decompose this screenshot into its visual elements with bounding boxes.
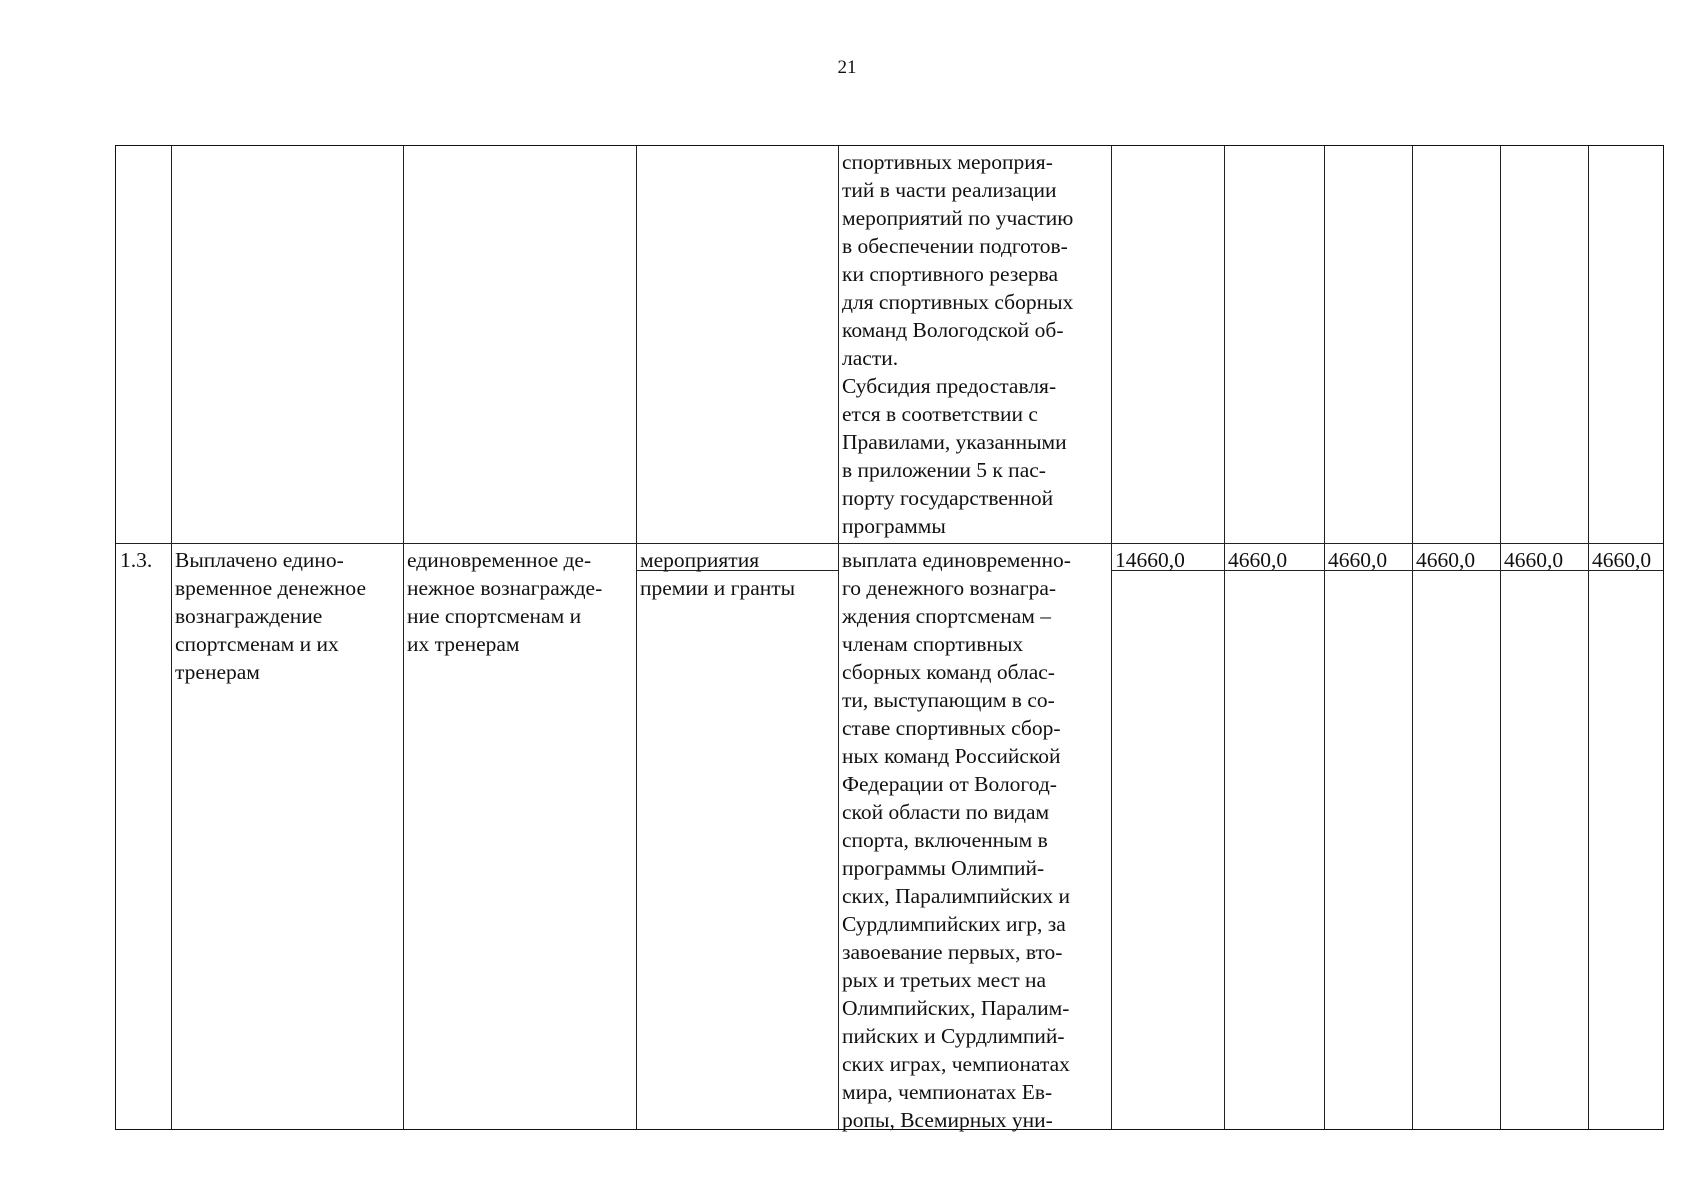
- row-measure-name: единовременное де- нежное вознагражде- ние спортсменам и их тренерам: [407, 548, 603, 656]
- page-number: 21: [837, 57, 857, 78]
- value-cell: 4660,0: [1504, 548, 1564, 572]
- column-divider: [1412, 146, 1413, 1129]
- continuation-description: спортивных мероприя- тий в части реализации мероприятий по участию в обеспечении подготов- ки спортивного резерва для спортивных сборных команд Вологодской об- ласти. Субсидия предоставля- ется в соответствии с Правилами, указанными в приложении 5 к пас- порту государственной программы: [842, 150, 1074, 538]
- value-cell: 4660,0: [1328, 548, 1388, 572]
- column-divider: [1324, 146, 1325, 1129]
- row-divider: [116, 543, 1663, 544]
- financing-table: [115, 145, 1664, 1130]
- column-divider: [1500, 146, 1501, 1129]
- column-divider: [1588, 146, 1589, 1129]
- column-divider: [636, 146, 637, 1129]
- value-cell: 4660,0: [1592, 548, 1652, 572]
- row-type-bottom: премии и гранты: [640, 576, 796, 600]
- column-divider: [1111, 146, 1112, 1129]
- value-cell: 4660,0: [1416, 548, 1476, 572]
- row-type-top: мероприятия: [640, 548, 760, 572]
- column-divider: [1224, 146, 1225, 1129]
- row-result: Выплачено едино- временное денежное вознаграждение спортсменам и их тренерам: [175, 548, 366, 684]
- row-description: выплата единовременно- го денежного вознагра- ждения спортсменам – членам спортивных сборных команд облас- ти, выступающим в со- ставе спортивных сбор- ных команд Российской Федерации от Вологод- ской области по видам спорта, включенным в программы Олимпий- ских, Паралимпийских и Сурдлимпийских игр, за завоевание первых, вто- рых и третьих мест на Олимпийских, Паралим- пийских и Сурдлимпий- ских играх, чемпионатах мира, чемпионатах Ев- ропы, Всемирных уни-: [842, 548, 1071, 1132]
- row-number: 1.3.: [120, 548, 153, 572]
- value-cell: 14660,0: [1115, 548, 1185, 572]
- value-cell: 4660,0: [1228, 548, 1288, 572]
